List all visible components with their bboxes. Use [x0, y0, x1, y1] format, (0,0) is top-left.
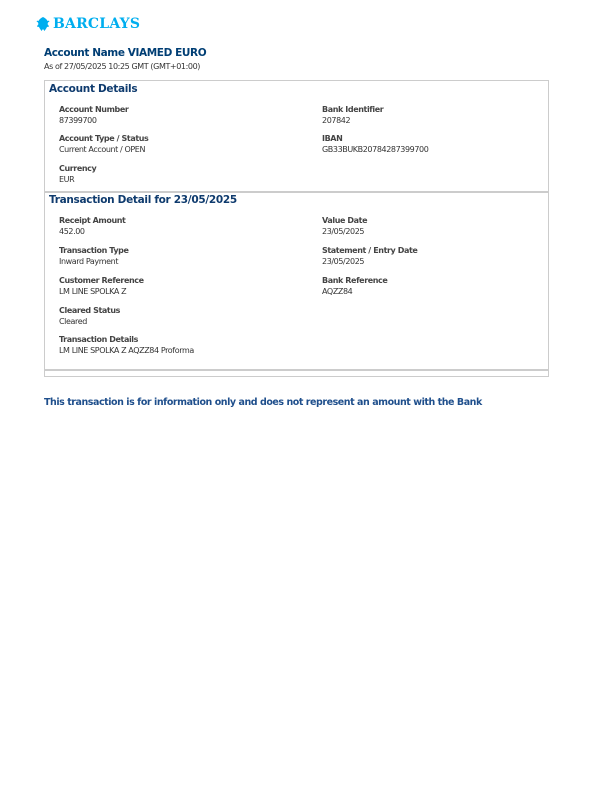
- bank-reference-field: [322, 276, 387, 298]
- as-of-timestamp: As of 27/05/2025 10:25 GMT (GMT+01:00): [44, 62, 201, 71]
- account-details-panel: [44, 80, 549, 192]
- brand-name: BARCLAYS: [53, 16, 141, 32]
- transaction-type-label: Transaction Type: [59, 246, 129, 255]
- bank-identifier-label: Bank Identifier: [322, 105, 384, 114]
- transaction-details-field: [59, 335, 194, 357]
- customer-reference-value: LM LINE SPOLKA Z: [59, 287, 127, 296]
- section-divider: [45, 192, 548, 193]
- statement-date-value: 23/05/2025: [322, 257, 365, 266]
- currency-field: [59, 164, 96, 186]
- cleared-status-field: [59, 306, 120, 328]
- value-date-value: 23/05/2025: [322, 227, 365, 236]
- customer-reference-label: Customer Reference: [59, 276, 144, 285]
- receipt-amount-label: Receipt Amount: [59, 216, 126, 225]
- disclaimer-text: This transaction is for information only and does not represent an amount with the Bank: [44, 397, 482, 408]
- iban-label: IBAN: [322, 134, 343, 143]
- transaction-type-field: [59, 246, 129, 268]
- bank-identifier-value: 207842: [322, 116, 351, 125]
- bank-reference-label: Bank Reference: [322, 276, 388, 285]
- value-date-field: [322, 216, 367, 238]
- section-divider: [45, 370, 548, 371]
- transaction-detail-title: Transaction Detail for 23/05/2025: [49, 194, 237, 206]
- statement-date-field: [322, 246, 417, 268]
- currency-label: Currency: [59, 164, 97, 173]
- transaction-type-value: Inward Payment: [59, 257, 119, 266]
- cleared-status-label: Cleared Status: [59, 306, 120, 315]
- currency-value: EUR: [59, 175, 75, 184]
- transaction-details-label: Transaction Details: [59, 335, 138, 344]
- cleared-status-value: Cleared: [59, 317, 87, 326]
- eagle-icon: [36, 16, 50, 32]
- account-details-title: Account Details: [49, 83, 138, 95]
- statement-date-label: Statement / Entry Date: [322, 246, 418, 255]
- receipt-amount-field: [59, 216, 125, 238]
- account-name-heading: Account Name VIAMED EURO: [44, 47, 207, 59]
- customer-reference-field: [59, 276, 144, 298]
- account-number-value: 87399700: [59, 116, 97, 125]
- iban-field: [322, 134, 428, 156]
- bank-reference-value: AQZZ84: [322, 287, 353, 296]
- account-number-label: Account Number: [59, 105, 129, 114]
- account-type-label: Account Type / Status: [59, 134, 149, 143]
- receipt-amount-value: 452.00: [59, 227, 85, 236]
- iban-value: GB33BUKB20784287399700: [322, 145, 429, 154]
- transaction-detail-panel: [44, 192, 549, 370]
- bank-identifier-field: [322, 105, 383, 127]
- value-date-label: Value Date: [322, 216, 368, 225]
- empty-panel-footer: [44, 370, 549, 377]
- account-type-field: [59, 134, 148, 156]
- account-number-field: [59, 105, 128, 127]
- account-type-value: Current Account / OPEN: [59, 145, 146, 154]
- transaction-details-value: LM LINE SPOLKA Z AQZZ84 Proforma: [59, 346, 194, 355]
- barclays-logo: [36, 16, 140, 32]
